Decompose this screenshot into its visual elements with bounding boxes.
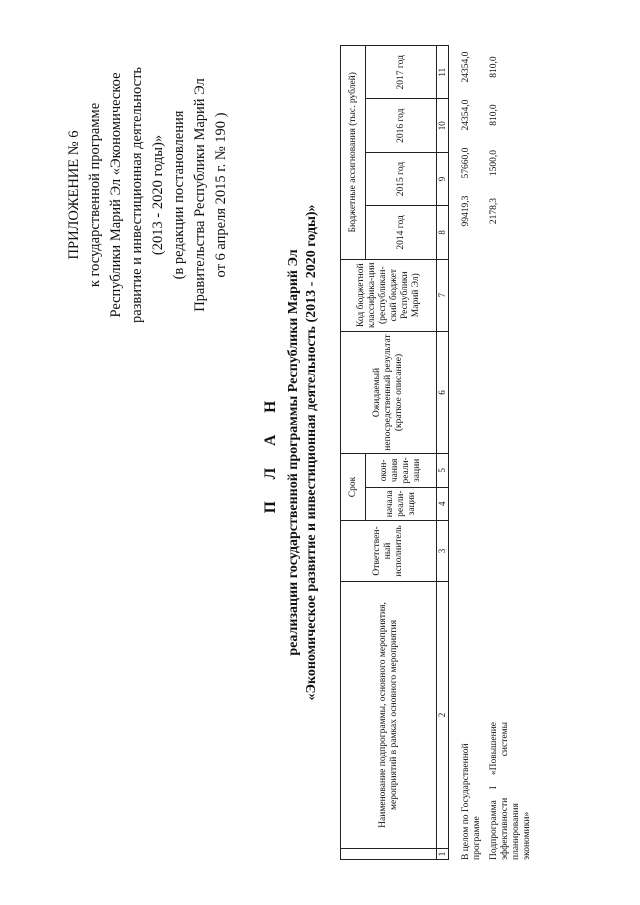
index-cell: 7 <box>437 259 449 331</box>
header-year-2014: 2014 год <box>366 206 437 259</box>
appendix-line: к государственной программе <box>87 102 103 288</box>
header-term-end: окон-чания реали-зации <box>366 454 437 487</box>
row-value-2016: 24354,0 <box>461 99 471 131</box>
row-name <box>489 722 533 860</box>
row-value-2014: 2178,3 <box>489 197 499 225</box>
header-term-start: начала реали-зации <box>366 487 437 520</box>
header-term: Срок <box>341 454 366 521</box>
appendix-line: Республики Марий Эл «Экономическое <box>108 72 124 318</box>
header-code: Код бюджетной классифика-ции (республикан-ский бюджет Республики Марий Эл) <box>341 259 437 331</box>
row-name-line: Подпрограмма I «Повышение <box>489 722 499 860</box>
plan-table <box>340 45 449 860</box>
row-value-2015: 57660,0 <box>461 147 471 179</box>
header-year-2015: 2015 год <box>366 152 437 205</box>
appendix-line: (2013 - 2020 годы)» <box>150 134 166 256</box>
index-cell: 10 <box>437 99 449 152</box>
appendix-line: развитие и инвестиционная деятельность <box>129 66 145 324</box>
header-name: Наименование подпрограммы, основного мероприятия, мероприятий в рамках основного мероприятия <box>341 582 437 849</box>
header-year-2017: 2017 год <box>366 46 437 100</box>
header-result: Ожидаемый непосредственный результат (краткое описание) <box>341 331 437 453</box>
index-cell: 11 <box>437 46 449 100</box>
plan-subtitle-line-1: реализации государственной программы Республики Марий Эл <box>286 249 301 656</box>
index-cell: 3 <box>437 520 449 581</box>
row-value-2015: 1500,0 <box>489 149 499 177</box>
row-value-2017: 810,0 <box>489 56 499 78</box>
index-cell: 8 <box>437 206 449 259</box>
index-cell: 5 <box>437 454 449 487</box>
index-cell: 2 <box>437 582 449 849</box>
header-year-2016: 2016 год <box>366 99 437 152</box>
appendix-line: Правительства Республики Марий Эл <box>192 78 208 312</box>
row-value-2014: 99419,3 <box>461 195 471 227</box>
index-cell: 6 <box>437 331 449 453</box>
index-cell: 1 <box>437 848 449 859</box>
appendix-line: ПРИЛОЖЕНИЕ № 6 <box>66 130 82 260</box>
row-value-2017: 24354,0 <box>461 51 471 83</box>
index-cell: 4 <box>437 487 449 520</box>
header-index <box>341 848 437 859</box>
appendix-line: (в редакции постановления <box>171 110 187 280</box>
header-budget: Бюджетные ассигнования (тыс. рублей) <box>341 46 366 260</box>
row-name-line: эффективности системы планирования <box>500 722 521 860</box>
plan-title: П Л А Н <box>262 391 279 514</box>
appendix-line: от 6 апреля 2015 г. № 190 ) <box>213 112 229 278</box>
appendix-block <box>64 45 232 345</box>
row-value-2016: 810,0 <box>489 104 499 126</box>
header-executor: Ответствен-ный исполнитель <box>341 520 437 581</box>
row-name: В целом по Государственной программе <box>461 743 482 860</box>
index-cell: 9 <box>437 152 449 205</box>
row-name-line: экономики» <box>522 811 532 860</box>
plan-subtitle-line-2: «Экономическое развитие и инвестиционная деятельность (2013 - 2020 годы)» <box>304 204 319 701</box>
